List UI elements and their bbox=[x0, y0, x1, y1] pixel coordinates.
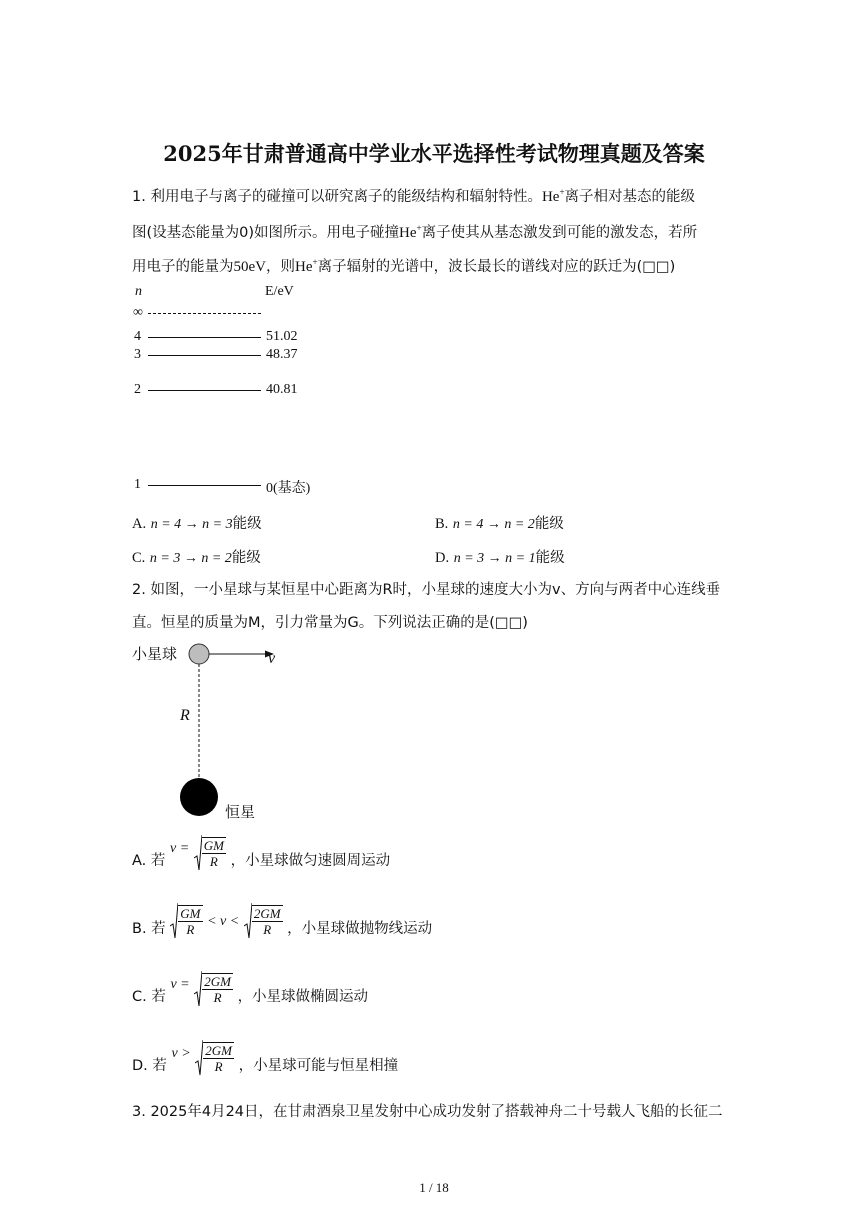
q3-line-1: 3. 2025年4月24日，在甘肃酒泉卫星发射中心成功发射了搭载神舟二十号载人飞船的长征二 bbox=[132, 1104, 723, 1120]
q1-option-b[interactable]: B. n = 4 → n = 2能级 bbox=[435, 516, 564, 532]
sqrt-sign bbox=[194, 970, 202, 1008]
q1-option-c[interactable]: C. n = 3 → n = 2能级 bbox=[132, 550, 261, 566]
level-3-n: 3 bbox=[134, 347, 141, 362]
q1-line-2: 图(设基态能量为0)如图所示。用电子碰撞He+离子使其从基态激发到可能的激发态，若所 bbox=[132, 223, 698, 241]
page-title: 2025年甘肃普通高中学业水平选择性考试物理真题及答案 bbox=[163, 141, 705, 166]
energy-axis-label: E/eV bbox=[265, 284, 294, 299]
level-infinity-label: ∞ bbox=[133, 305, 143, 320]
level-3-energy: 48.37 bbox=[266, 347, 298, 362]
level-4-energy: 51.02 bbox=[266, 329, 298, 344]
q1-line-3: 用电子的能量为50eV，则He+离子辐射的光谱中，波长最长的谱线对应的跃迁为(□□) bbox=[132, 257, 676, 275]
q1-option-a[interactable]: A. n = 4 → n = 3能级 bbox=[132, 516, 262, 532]
q2-option-c[interactable]: C. 若 v = $\frac{2GM}{R}$ ，小星球做椭圆运动 bbox=[132, 970, 368, 1008]
level-infinity-line bbox=[148, 313, 261, 314]
small-star-label: 小星球 bbox=[132, 645, 178, 663]
level-4-n: 4 bbox=[134, 329, 141, 344]
level-1-energy: 0(基态) bbox=[266, 481, 311, 496]
star-label: 恒星 bbox=[225, 803, 256, 821]
level-2-n: 2 bbox=[134, 382, 141, 397]
level-1-n: 1 bbox=[134, 477, 141, 492]
q2-option-b[interactable]: B. 若 $\frac{GM}{R}$ < v < $\frac{2GM}{R}$ ，小星球做抛物线运动 bbox=[132, 902, 432, 940]
q1-option-d[interactable]: D. n = 3 → n = 1能级 bbox=[435, 550, 565, 566]
velocity-label: v bbox=[268, 650, 276, 667]
q1-line-1: 1. 利用电子与离子的碰撞可以研究离子的能级结构和辐射特性。He+离子相对基态的能级 bbox=[132, 187, 696, 205]
q2-option-d[interactable]: D. 若 v > $\frac{2GM}{R}$ ，小星球可能与恒星相撞 bbox=[132, 1039, 398, 1077]
sqrt-sign bbox=[195, 1039, 203, 1077]
star-icon bbox=[180, 778, 218, 816]
level-1-line bbox=[148, 485, 261, 486]
small-star-icon bbox=[189, 644, 209, 664]
n-axis-label: n bbox=[135, 284, 142, 299]
sqrt-sign bbox=[170, 902, 178, 940]
sqrt-sign bbox=[194, 834, 202, 872]
level-3-line bbox=[148, 355, 261, 356]
q2-line-2: 直。恒星的质量为M，引力常量为G。下列说法正确的是(□□) bbox=[132, 615, 528, 631]
distance-label: R bbox=[180, 707, 190, 724]
page-number: 1 / 18 bbox=[419, 1180, 449, 1195]
q2-line-1: 2. 如图，一小星球与某恒星中心距离为R时，小星球的速度大小为v、方向与两者中心连线垂 bbox=[132, 582, 721, 598]
level-4-line bbox=[148, 337, 261, 338]
level-2-line bbox=[148, 390, 261, 391]
sqrt-sign bbox=[244, 902, 252, 940]
q2-option-a[interactable]: A. 若 v = $\frac{GM}{R}$ ，小星球做匀速圆周运动 bbox=[132, 834, 390, 872]
level-2-energy: 40.81 bbox=[266, 382, 298, 397]
